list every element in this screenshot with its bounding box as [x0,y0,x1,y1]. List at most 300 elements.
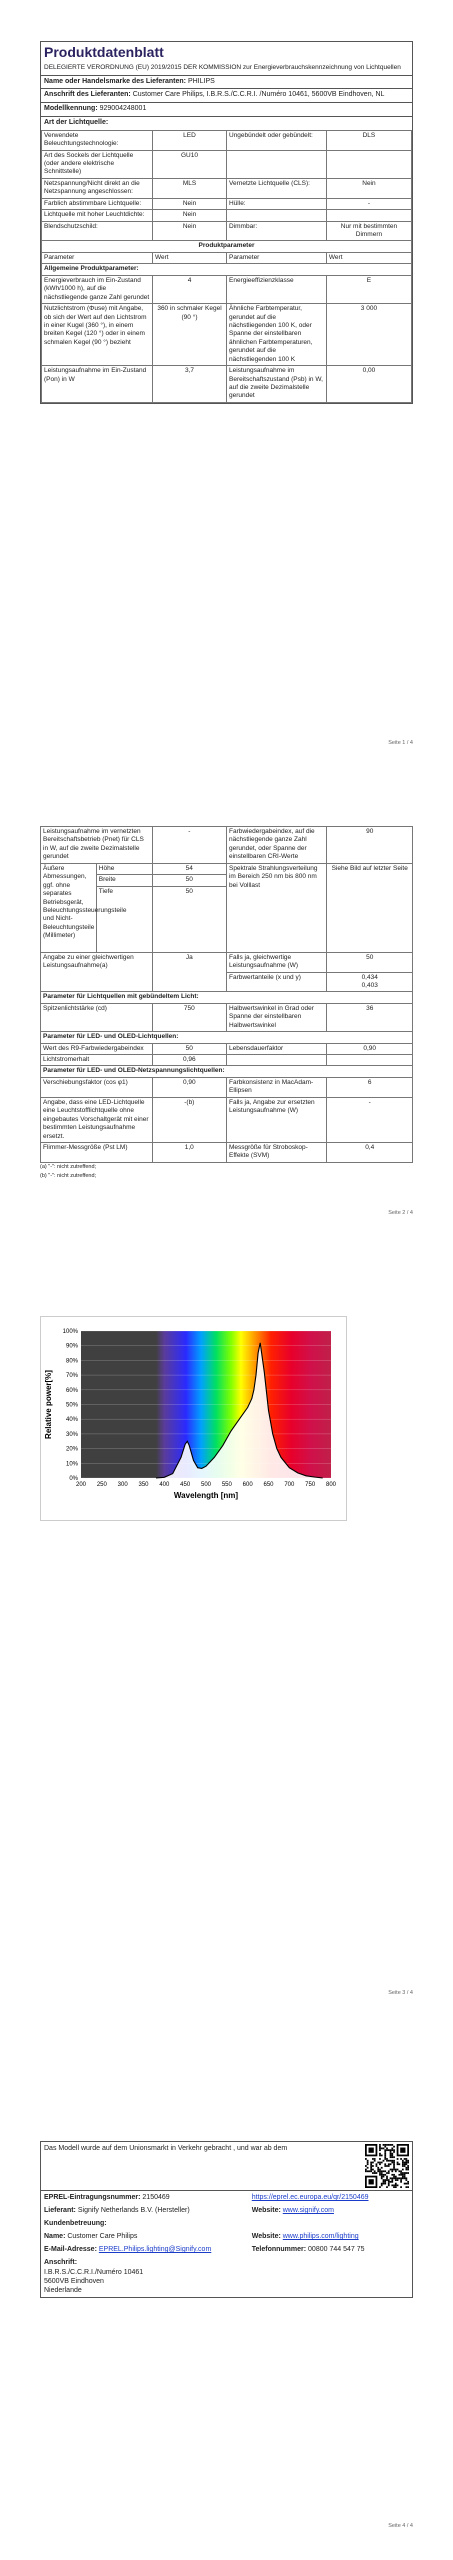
qr-module [379,2170,381,2172]
param-label: Verwendete Beleuchtungstechnologie: [42,130,153,150]
table-row [42,130,412,150]
qr-module [404,2158,406,2160]
phone-cell [249,2243,412,2256]
param-label: Vernetzte Lichtquelle (CLS): [227,178,327,198]
param-value: 0,90 [327,1043,413,1054]
qr-module [390,2163,392,2165]
qr-module [405,2160,407,2162]
qr-module [386,2179,388,2181]
qr-module [393,2167,395,2169]
name-label: Name: [44,2233,66,2241]
qr-module [402,2165,404,2167]
qr-module [381,2172,383,2174]
table-row [42,366,412,403]
qr-module [390,2160,392,2162]
page-number-3: Seite 3 / 4 [388,1990,413,1996]
qr-module [405,2167,407,2169]
param-label: Leistungsaufnahme im Ein-Zustand (Pon) in W [42,366,153,403]
qr-module [404,2162,406,2164]
param-value: E [326,275,411,303]
qr-module [388,2165,390,2167]
qr-module [395,2170,397,2172]
address-cell [41,2256,412,2296]
qr-module [381,2162,383,2164]
qr-module [393,2162,395,2164]
spectral-chart [40,1316,347,1521]
param-value: 1,0 [152,1142,226,1162]
qr-module [365,2169,367,2171]
param-label: Farblich abstimmbare Lichtquelle: [42,198,153,209]
table-row [41,1043,413,1054]
supplier-label: Lieferant: [44,2207,76,2215]
mains-header: Parameter für LED- und OLED-Netzspannungslichtquellen: [41,1066,413,1077]
qr-module [376,2165,378,2167]
qr-module [377,2169,379,2171]
qr-module [383,2174,385,2176]
eprel-link-cell [249,2191,412,2205]
qr-module [407,2172,409,2174]
phone-label: Telefonnummer: [251,2246,307,2254]
qr-module [367,2167,369,2169]
page-title: Produktdatenblatt [44,44,164,60]
qr-module [402,2174,404,2176]
x-axis-label: Wavelength [nm] [173,1491,239,1500]
qr-module [391,2162,393,2164]
param-value: 0,00 [326,366,411,403]
qr-module [395,2184,397,2186]
y-tick-label: 90% [65,1343,78,1350]
addr-line-3: Niederlande [44,2286,82,2294]
qr-module [398,2177,400,2179]
x-tick-label: 450 [180,1482,191,1488]
param-value [326,150,411,178]
qr-module [379,2144,381,2146]
qr-module [367,2163,369,2165]
qr-module [372,2165,374,2167]
qr-module [395,2169,397,2171]
param-value: MLS [153,178,227,198]
table-row [41,827,413,864]
directional-header: Parameter für Lichtquellen mit gebündeltem Licht: [41,992,413,1003]
qr-module [370,2170,372,2172]
qr-module [374,2160,376,2162]
qr-module [388,2179,390,2181]
qr-module [390,2153,392,2155]
qr-module [405,2169,407,2171]
qr-module [395,2183,397,2185]
qr-module [407,2167,409,2169]
website2-cell [249,2230,412,2243]
param-value: Nein [153,198,227,209]
qr-module [402,2169,404,2171]
param-label [227,210,327,221]
qr-module [370,2163,372,2165]
qr-module [379,2163,381,2165]
qr-module [381,2155,383,2157]
qr-module [397,2177,399,2179]
equiv-w-label: Falls ja, gleichwertige Leistungsaufnahme (W) [226,952,326,972]
table-row [42,221,412,241]
col-value-2: Wert [326,252,411,263]
qr-module [405,2163,407,2165]
param-value: 0,90 [152,1077,226,1097]
qr-module [386,2176,388,2178]
page-2 [40,826,413,1181]
page-1 [40,41,413,404]
website2-link[interactable]: www.philips.com/lighting [282,2233,359,2241]
spectral-label: Spektrale Strahlungsverteilung im Bereich 250 nm bis 800 nm bei Volllast [226,863,326,952]
table-row [41,1077,413,1097]
qr-module [390,2149,392,2151]
qr-module [370,2165,372,2167]
param-label: Farbkonsistenz in MacAdam-Ellipsen [226,1077,326,1097]
qr-module [404,2174,406,2176]
x-tick-label: 600 [242,1482,253,1488]
qr-module [370,2169,372,2171]
qr-module [391,2177,393,2179]
qr-module [386,2144,388,2146]
model-label: Modellkennung: [44,105,98,113]
qr-module [370,2167,372,2169]
param-label: Art des Sockels der Lichtquelle (oder andere elektrische Schnittstelle) [42,150,153,178]
qr-module [379,2172,381,2174]
spectral-value: Siehe Bild auf letzter Seite [327,863,413,952]
qr-module [390,2155,392,2157]
table-row [42,275,412,303]
y-tick-label: 10% [65,1461,78,1468]
email-link[interactable]: EPREL.Philips.lighting@Signify.com [98,2246,212,2254]
param-value: 0,4 [327,1142,413,1162]
qr-module [398,2163,400,2165]
param-value: 36 [327,1003,413,1031]
x-tick-label: 400 [159,1482,170,1488]
qr-module [398,2170,400,2172]
qr-module [404,2176,406,2178]
param-label: Dimmbar: [227,221,327,241]
param-value: 0,96 [152,1055,226,1066]
dim-name-1: Breite [96,875,152,886]
y-tick-label: 50% [65,1402,78,1409]
qr-module [381,2183,383,2185]
y-tick-label: 40% [65,1417,78,1424]
qr-module [393,2176,395,2178]
param-value: -(b) [152,1097,226,1142]
qr-module [400,2177,402,2179]
qr-module [367,2170,369,2172]
eprel-link[interactable]: https://eprel.ec.europa.eu/qr/2150469 [251,2194,369,2201]
qr-module [384,2165,386,2167]
qr-finder [400,2148,405,2153]
qr-module [374,2158,376,2160]
qr-module [374,2170,376,2172]
qr-module [397,2163,399,2165]
chroma-value-y: 0,403 [361,981,378,989]
website-cell [249,2204,412,2217]
general-params-header: Allgemeine Produktparameter: [42,264,412,275]
qr-module [391,2144,393,2146]
x-tick-label: 350 [138,1482,149,1488]
page-number-1: Seite 1 / 4 [388,740,413,746]
qr-module [393,2151,395,2153]
qr-module [369,2170,371,2172]
col-param-1: Parameter [42,252,153,263]
param-value: LED [153,130,227,150]
chroma-label: Farbwertanteile (x und y) [226,972,326,992]
qr-module [395,2179,397,2181]
qr-module [367,2160,369,2162]
qr-module [372,2162,374,2164]
phone-value: 00800 744 547 75 [308,2246,365,2254]
supplier-address-row [41,88,412,102]
param-value [327,1055,413,1066]
customer-header: Kundenbetreuung: [44,2220,107,2228]
chroma-value-x: 0,434 [361,973,378,981]
qr-module [400,2174,402,2176]
qr-module [388,2172,390,2174]
qr-module [391,2148,393,2150]
param-label [226,1055,326,1066]
qr-module [384,2151,386,2153]
param-value: - [327,1097,413,1142]
qr-module [381,2148,383,2150]
qr-module [379,2169,381,2171]
qr-module [393,2184,395,2186]
param-value: 750 [152,1003,226,1031]
qr-module [393,2174,395,2176]
qr-module [381,2177,383,2179]
qr-module [397,2158,399,2160]
dim-name-0: Höhe [96,863,152,874]
param-label: Lebensdauerfaktor [226,1043,326,1054]
equiv-w-value: 50 [327,952,413,972]
param-value: Nein [153,210,227,221]
chroma-value [327,972,413,992]
qr-module [404,2163,406,2165]
param-label: Leistungsaufnahme im Bereitschaftszustand (Psb) in W, auf die zweite Dezimalstelle gerundet [227,366,327,403]
x-tick-label: 550 [221,1482,232,1488]
qr-module [391,2149,393,2151]
qr-module [397,2184,399,2186]
qr-module [390,2151,392,2153]
qr-module [405,2183,407,2185]
param-value: Nein [326,178,411,198]
qr-module [388,2184,390,2186]
dims-label: Äußere Abmessungen, ggf. ohne separates Betriebsgerät, Beleuchtungssteuerungsteile und Nicht-Beleuchtungsteile (Millimeter) [41,863,97,952]
qr-module [402,2160,404,2162]
param-value: Nur mit bestimmten Dimmern [326,221,411,241]
qr-module [379,2146,381,2148]
qr-module [384,2158,386,2160]
qr-module [383,2144,385,2146]
col-param-2: Parameter [227,252,327,263]
spectral-chart-svg [41,1317,346,1520]
intro-text: Das Modell wurde auf dem Unionsmarkt in Verkehr gebracht , und war ab dem [44,2145,288,2152]
qr-module [390,2169,392,2171]
param-label: Spitzenlichtstärke (cd) [41,1003,153,1031]
contact-table [41,2190,412,2297]
qr-module [384,2149,386,2151]
qr-module [407,2160,409,2162]
qr-module [405,2162,407,2164]
supplier-address-value: Customer Care Philips, I.B.R.S./C.C.R.I. /Numéro 10461, 5600VB Eindhoven, NL [132,91,385,99]
param-value: 4 [153,275,227,303]
qr-module [405,2179,407,2181]
qr-module [407,2181,409,2183]
qr-module [383,2181,385,2183]
table-row [41,1003,413,1031]
qr-module [384,2181,386,2183]
website-label: Website: [251,2207,281,2215]
qr-module [383,2160,385,2162]
qr-module [383,2170,385,2172]
param-label: Wert des R9-Farbwiedergabeindex [41,1043,153,1054]
qr-module [384,2174,386,2176]
qr-module [379,2174,381,2176]
supplier-name-label: Name oder Handelsmarke des Lieferanten: [44,77,186,85]
col-value-1: Wert [153,252,227,263]
qr-module [400,2179,402,2181]
qr-module [390,2156,392,2158]
qr-module [390,2181,392,2183]
param-label: Farbwiedergabeindex, auf die nächstliegende ganze Zahl gerundet, oder Spanne der einstellbaren CRI-Werte [226,827,326,864]
param-label: Falls ja, Angabe zur ersetzten Leistungsaufnahme (W) [226,1097,326,1142]
email-label: E-Mail-Adresse: [44,2246,97,2254]
qr-module [372,2172,374,2174]
qr-module [388,2144,390,2146]
qr-module [397,2169,399,2171]
dim-value-1: 50 [152,875,226,886]
qr-module [393,2149,395,2151]
qr-module [395,2186,397,2188]
qr-module [386,2148,388,2150]
qr-module [376,2163,378,2165]
y-tick-label: 20% [65,1446,78,1453]
qr-module [390,2177,392,2179]
qr-module [402,2163,404,2165]
supplier-value: Signify Netherlands B.V. (Hersteller) [77,2207,190,2215]
model-row [41,102,412,116]
qr-module [384,2179,386,2181]
qr-module [391,2170,393,2172]
table-row [42,198,412,209]
addr-label: Anschrift: [44,2259,78,2267]
qr-module [405,2177,407,2179]
qr-module [379,2155,381,2157]
qr-module [400,2181,402,2183]
supplier-cell [41,2204,249,2217]
table-row [42,210,412,221]
table-row [42,150,412,178]
qr-module [384,2153,386,2155]
param-value: 50 [152,1043,226,1054]
qr-module [402,2172,404,2174]
qr-module [393,2165,395,2167]
footnote-a: (a) "-": nicht zutreffend; [40,1163,97,1170]
qr-module [379,2149,381,2151]
x-tick-label: 250 [96,1482,107,1488]
x-tick-label: 800 [325,1482,337,1488]
model-value: 929004248001 [99,105,147,113]
qr-module [391,2174,393,2176]
supplier-name-value: PHILIPS [187,77,215,85]
eprel-value: 2150469 [142,2194,170,2201]
param-label: Energieverbrauch im Ein-Zustand (kWh/1000 h), auf die nächstliegende ganze Zahl gerundet [42,275,153,303]
qr-module [384,2156,386,2158]
light-source-type-header: Art der Lichtquelle: [41,116,412,130]
qr-module [386,2149,388,2151]
y-tick-label: 60% [65,1387,78,1394]
page-subtitle: DELEGIERTE VERORDNUNG (EU) 2019/2015 DER KOMMISSION zur Energieverbrauchskennzeichnung von Lichtquellen [44,63,401,71]
qr-module [398,2174,400,2176]
param-label: Messgröße für Stroboskop-Effekte (SVM) [226,1142,326,1162]
param-value: Nein [153,221,227,241]
dim-value-0: 54 [152,863,226,874]
param-label: Blendschutzschild: [42,221,153,241]
qr-module [388,2163,390,2165]
qr-module [393,2156,395,2158]
qr-module [393,2177,395,2179]
param-value: DLS [326,130,411,150]
x-tick-label: 300 [117,1482,128,1488]
qr-module [379,2158,381,2160]
param-label: Flimmer-Messgröße (Pst LM) [41,1142,153,1162]
page-number-2: Seite 2 / 4 [388,1210,413,1216]
email-cell [41,2243,249,2256]
qr-module [395,2177,397,2179]
y-tick-label: 100% [62,1329,78,1335]
qr-module [374,2172,376,2174]
qr-module [365,2158,367,2160]
qr-module [383,2183,385,2185]
qr-module [393,2160,395,2162]
qr-module [386,2172,388,2174]
qr-module [407,2183,409,2185]
qr-module [384,2144,386,2146]
qr-module [388,2149,390,2151]
param-label: Nutzlichtstrom (Φuse) mit Angabe, ob sich der Wert auf den Lichtstrom in einer Kugel (360 °), in einem breiten Kegel (120 °) oder in einem schmalen Kegel (90 °) bezieht [42,304,153,366]
footnote-b: (b) "-": nicht zutreffend; [40,1172,97,1179]
qr-module [386,2186,388,2188]
param-value: 3 000 [326,304,411,366]
qr-module [386,2177,388,2179]
param-label: Leistungsaufnahme im vernetzten Bereitschaftsbetrieb (Pnet) für CLS in W, auf die zweite Dezimalstelle gerundet [41,827,153,864]
qr-code [365,2144,409,2188]
qr-module [383,2176,385,2178]
qr-module [386,2160,388,2162]
param-label: Ungebündelt oder gebündelt: [227,130,327,150]
website-link[interactable]: www.signify.com [282,2207,334,2215]
qr-module [379,2153,381,2155]
param-label: Hülle: [227,198,327,209]
light-source-type-table [41,130,412,403]
supplier-name-row [41,75,412,89]
param-label: Energieeffizienzklasse [227,275,327,303]
param-value: - [152,827,226,864]
qr-module [384,2170,386,2172]
qr-module [391,2153,393,2155]
qr-module [393,2169,395,2171]
qr-module [384,2146,386,2148]
qr-module [400,2172,402,2174]
param-value: GU10 [153,150,227,178]
qr-module [391,2184,393,2186]
qr-module [400,2186,402,2188]
qr-module [386,2165,388,2167]
qr-module [397,2179,399,2181]
qr-module [391,2169,393,2171]
qr-module [372,2158,374,2160]
qr-module [393,2186,395,2188]
